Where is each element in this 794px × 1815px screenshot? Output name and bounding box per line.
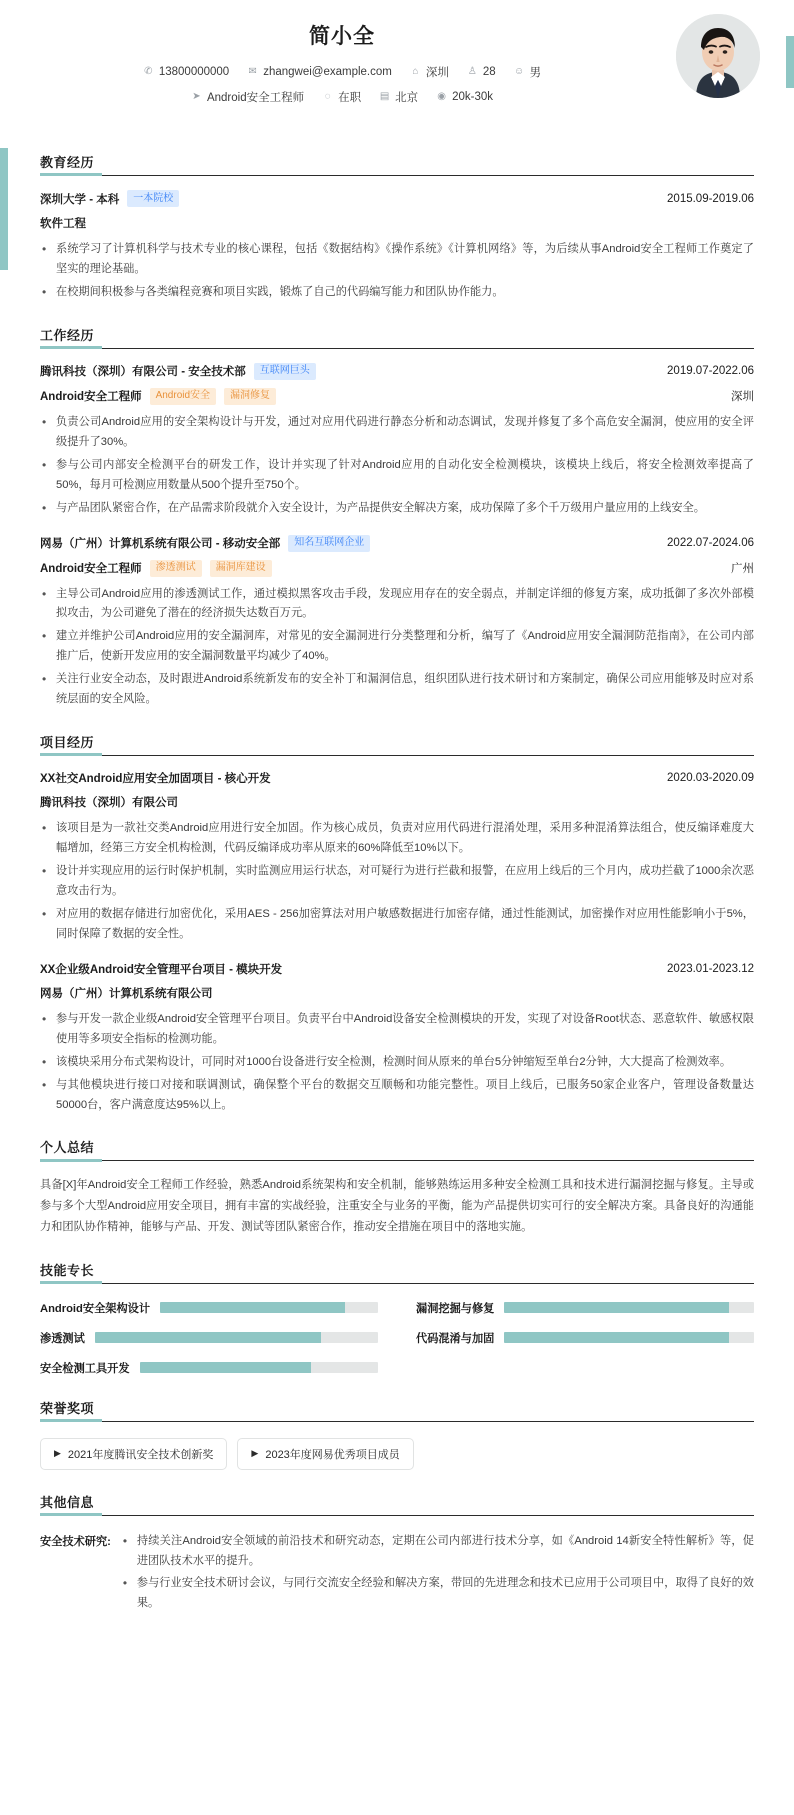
contact-item bbox=[514, 64, 542, 80]
contact-value: 20k-30k bbox=[452, 91, 494, 103]
bullet-item: • 负责公司Android应用的安全架构设计与开发，通过对应用代码进行静态分析和动态调试，发现并修复了多个高危安全漏洞，使应用的安全评级提升了30%。 bbox=[40, 413, 754, 453]
entry-tag: 漏洞库建设 bbox=[210, 560, 272, 577]
skill-label: 安全检测工具开发 bbox=[40, 1362, 130, 1375]
contact-value: Android安全工程师 bbox=[206, 92, 305, 104]
award-label: 2023年度网易优秀项目成员 bbox=[265, 1448, 400, 1461]
avatar bbox=[676, 14, 760, 98]
gender-icon: ☺ bbox=[514, 66, 525, 77]
entry bbox=[40, 961, 754, 1116]
section-skills bbox=[0, 1260, 794, 1376]
entry-date: 2023.01-2023.12 bbox=[667, 962, 754, 975]
entry-title-left bbox=[40, 190, 179, 207]
section-title: 技能专长 bbox=[40, 1262, 95, 1278]
entry-title-row bbox=[40, 190, 754, 207]
bullet-item: • 该项目是为一款社交类Android应用进行安全加固。作为核心成员，负责对应用代码进行混淆处理，采用多种混淆算法组合，使反编译难度大幅增加，经第三方安全机构检测，代码反编译成功率从原来的60%降低至10%以下。 bbox=[40, 819, 754, 859]
contact-value: 北京 bbox=[395, 92, 419, 104]
skill-label: 漏洞挖掘与修复 bbox=[416, 1302, 495, 1315]
skill-progress-fill bbox=[504, 1332, 729, 1343]
award-chip[interactable] bbox=[40, 1438, 227, 1470]
other-info-row bbox=[40, 1530, 754, 1618]
section-header bbox=[40, 1137, 754, 1161]
section-awards bbox=[0, 1398, 794, 1470]
section-other-info bbox=[0, 1492, 794, 1618]
bullet-item: • 系统学习了计算机科学与技术专业的核心课程，包括《数据结构》《操作系统》《计算机网络》等，为后续从事Android安全工程师工作奠定了坚实的理论基础。 bbox=[40, 240, 754, 280]
accent-bar-left bbox=[0, 148, 8, 270]
skill-item bbox=[40, 1300, 378, 1316]
entry-role: Android安全工程师 bbox=[40, 563, 142, 575]
contact-item bbox=[467, 66, 496, 78]
section-title: 其他信息 bbox=[40, 1494, 95, 1510]
other-info-bullets bbox=[121, 1532, 754, 1618]
job-title-icon: ➤ bbox=[192, 91, 201, 102]
contact-value: 28 bbox=[482, 66, 496, 78]
entry bbox=[40, 363, 754, 519]
section-header bbox=[40, 325, 754, 349]
skill-item bbox=[416, 1330, 754, 1346]
entry-location: 深圳 bbox=[731, 391, 754, 404]
award-label: 2021年度腾讯安全技术创新奖 bbox=[67, 1448, 214, 1461]
work-entry-list bbox=[40, 363, 754, 710]
skill-label: 代码混淆与加固 bbox=[416, 1332, 495, 1345]
entry-title-left bbox=[40, 961, 282, 977]
entry-date: 2022.07-2024.06 bbox=[667, 537, 754, 549]
skill-progress-fill bbox=[95, 1332, 322, 1343]
section-title: 个人总结 bbox=[40, 1140, 95, 1156]
entry-subline: 网易（广州）计算机系统有限公司 bbox=[40, 987, 213, 1000]
triangle-right-icon: ▶ bbox=[54, 1448, 61, 1459]
bullet-item: • 与产品团队紧密合作，在产品需求阶段就介入安全设计，为产品提供安全解决方案，成功保障了多个千万级用户量应用的上线安全。 bbox=[40, 499, 754, 519]
contact-item bbox=[436, 91, 493, 103]
contact-value: 在职 bbox=[338, 92, 362, 104]
entry-subline: 腾讯科技（深圳）有限公司 bbox=[40, 797, 178, 810]
avatar-photo-icon bbox=[676, 14, 760, 98]
bullet-item: • 持续关注Android安全领域的前沿技术和研究动态，定期在公司内部进行技术分享，如《Android 14新安全特性解析》等，促进团队技术水平的提升。 bbox=[121, 1532, 754, 1572]
entry bbox=[40, 770, 754, 945]
award-chip[interactable] bbox=[237, 1438, 413, 1470]
section-personal-summary bbox=[0, 1137, 794, 1237]
section-education bbox=[0, 152, 794, 303]
contact-value: 13800000000 bbox=[158, 66, 230, 78]
section-header bbox=[40, 1398, 754, 1422]
bullet-item: • 该模块采用分布式架构设计，可同时对1000台设备进行安全检测，检测时间从原来的单台5分钟缩短至单台2分钟，大大提高了检测效率。 bbox=[40, 1053, 754, 1073]
bullet-item: • 参与行业安全技术研讨会议，与同行交流安全经验和解决方案，带回的先进理念和技术已应用于公司项目中，取得了良好的效果。 bbox=[121, 1574, 754, 1614]
skill-progress-track bbox=[160, 1302, 378, 1313]
section-header bbox=[40, 152, 754, 176]
entry-title-row bbox=[40, 961, 754, 977]
entry-title-row bbox=[40, 535, 754, 552]
education-entry-list bbox=[40, 190, 754, 303]
section-title: 荣誉奖项 bbox=[40, 1400, 95, 1416]
entry-tag: Android安全 bbox=[150, 388, 216, 405]
section-title: 项目经历 bbox=[40, 735, 95, 751]
skill-label: Android安全架构设计 bbox=[40, 1302, 151, 1315]
skill-item bbox=[40, 1360, 378, 1376]
entry-title-row bbox=[40, 363, 754, 380]
email-icon: ✉ bbox=[248, 66, 257, 77]
section-header bbox=[40, 732, 754, 756]
summary-text: 具备[X]年Android安全工程师工作经验，熟悉Android系统架构和安全机制，能够熟练运用多种安全检测工具和技术进行漏洞挖掘与修复。主导或参与多个大型Android应用安全项目，拥有丰富的实战经验，注重安全与业务的平衡，能为产品提供切实可行的安全解决方案。具备良好的沟通能力和团队协作精神，能够与产品、开发、测试等团队紧密合作，推动安全措施在项目中的落地实施。 bbox=[40, 1179, 754, 1233]
section-title: 教育经历 bbox=[40, 155, 95, 170]
bullet-item: • 设计并实现应用的运行时保护机制，实时监测应用运行状态，对可疑行为进行拦截和报警，在应用上线后的三个月内，成功拦截了1000余次恶意攻击行为。 bbox=[40, 862, 754, 902]
section-work-experience bbox=[0, 325, 794, 710]
skill-item bbox=[416, 1300, 754, 1316]
contact-item bbox=[410, 64, 449, 80]
entry-role: Android安全工程师 bbox=[40, 391, 142, 404]
entry-role-left bbox=[40, 388, 276, 405]
skill-progress-track bbox=[140, 1362, 378, 1373]
other-info-label: 安全技术研究: bbox=[40, 1535, 111, 1548]
contact-value: 深圳 bbox=[425, 67, 449, 79]
entry-title-left bbox=[40, 770, 271, 786]
entry-title-left bbox=[40, 535, 370, 552]
entry-organization: XX企业级Android安全管理平台项目 - 模块开发 bbox=[40, 963, 283, 976]
salary-icon: ◉ bbox=[437, 91, 446, 102]
skill-item bbox=[40, 1330, 378, 1346]
page-title: 简小全 bbox=[309, 25, 375, 48]
age-icon: ♙ bbox=[467, 66, 477, 77]
skill-label: 渗透测试 bbox=[40, 1332, 85, 1345]
entry-organization: XX社交Android应用安全加固项目 - 核心开发 bbox=[40, 773, 271, 786]
entry-role-row bbox=[40, 560, 754, 577]
status-icon: ◌ bbox=[324, 91, 331, 102]
bullet-item: • 与其他模块进行接口对接和联调测试，确保整个平台的数据交互顺畅和功能完整性。项目上线后，已服务50家企业客户，管理设备数量达50000台，客户满意度达95%以上。 bbox=[40, 1076, 754, 1116]
project-entry-list bbox=[40, 770, 754, 1115]
entry-bullets bbox=[40, 413, 754, 519]
phone-icon: ✆ bbox=[144, 66, 153, 77]
entry-date: 2019.07-2022.06 bbox=[667, 365, 754, 378]
section-projects bbox=[0, 732, 794, 1115]
entry-bullets bbox=[40, 585, 754, 711]
skill-progress-track bbox=[504, 1332, 754, 1343]
contact-row-primary bbox=[40, 64, 754, 80]
bullet-item: • 在校期间积极参与各类编程竞赛和项目实践，锻炼了自己的代码编写能力和团队协作能力。 bbox=[40, 283, 754, 303]
entry-bullets bbox=[40, 240, 754, 303]
entry-bullets bbox=[40, 1010, 754, 1116]
entry-tag: 渗透测试 bbox=[150, 560, 202, 577]
entry-date: 2020.03-2020.09 bbox=[667, 772, 754, 785]
contact-item bbox=[191, 89, 304, 105]
bullet-item: • 对应用的数据存储进行加密优化，采用AES - 256加密算法对用户敏感数据进行加密存储，通过性能测试，加密操作对应用性能影响小于5%，同时保障了数据的安全性。 bbox=[40, 905, 754, 945]
skill-progress-fill bbox=[140, 1362, 312, 1373]
award-chip-list bbox=[40, 1436, 754, 1470]
entry-title-row bbox=[40, 770, 754, 786]
skill-progress-fill bbox=[504, 1302, 729, 1313]
entry-subline: 软件工程 bbox=[40, 218, 86, 230]
skill-progress-track bbox=[504, 1302, 754, 1313]
entry-role-left bbox=[40, 560, 272, 577]
contact-row-secondary bbox=[40, 89, 754, 105]
entry-role-row bbox=[40, 388, 754, 405]
section-header bbox=[40, 1260, 754, 1284]
entry-date: 2015.09-2019.06 bbox=[667, 192, 754, 205]
contact-item bbox=[247, 66, 392, 78]
contact-item bbox=[379, 89, 418, 105]
entry-bullets bbox=[40, 819, 754, 945]
entry-organization: 腾讯科技（深圳）有限公司 - 安全技术部 bbox=[40, 366, 246, 379]
entry-tag: 一本院校 bbox=[127, 190, 179, 207]
skill-progress-track bbox=[95, 1332, 378, 1343]
entry bbox=[40, 190, 754, 303]
entry-tag: 漏洞修复 bbox=[224, 388, 276, 405]
entry-location: 广州 bbox=[731, 563, 754, 575]
city-icon: ▤ bbox=[379, 91, 390, 102]
triangle-right-icon: ▶ bbox=[251, 1448, 259, 1459]
skill-grid bbox=[40, 1298, 754, 1376]
bullet-item: • 参与开发一款企业级Android安全管理平台项目。负责平台中Android设备安全检测模块的开发，实现了对设备Root状态、恶意软件、敏感权限使用等多项安全指标的检测功能。 bbox=[40, 1010, 754, 1050]
contact-item bbox=[143, 66, 229, 78]
bullet-item: • 建立并维护公司Android应用的安全漏洞库，对常见的安全漏洞进行分类整理和分析，编写了《Android应用安全漏洞防范指南》，在公司内部推广后，使新开发应用的安全漏洞数量平均减少了40%。 bbox=[40, 627, 754, 667]
contact-value: zhangwei@example.com bbox=[263, 66, 392, 78]
entry bbox=[40, 535, 754, 711]
skill-progress-fill bbox=[160, 1302, 345, 1313]
bullet-item: • 主导公司Android应用的渗透测试工作，通过模拟黑客攻击手段，发现应用存在的安全弱点，并制定详细的修复方案，成功抵御了多次外部模拟攻击，为公司避免了潜在的经济损失达数百万元。 bbox=[40, 585, 754, 625]
entry-organization: 网易（广州）计算机系统有限公司 - 移动安全部 bbox=[40, 538, 281, 550]
entry-organization: 深圳大学 - 本科 bbox=[40, 193, 120, 206]
resume-header bbox=[0, 0, 794, 130]
entry-title-left bbox=[40, 363, 316, 380]
bullet-item: • 关注行业安全动态，及时跟进Android系统新发布的安全补丁和漏洞信息，组织团队进行技术研讨和方案制定，确保公司应用能够及时应对系统层面的安全风险。 bbox=[40, 670, 754, 710]
section-title: 工作经历 bbox=[40, 327, 95, 343]
contact-value: 男 bbox=[529, 67, 542, 79]
location-icon: ⌂ bbox=[412, 66, 419, 77]
entry-tag: 知名互联网企业 bbox=[288, 535, 370, 552]
entry-tag: 互联网巨头 bbox=[254, 363, 316, 380]
bullet-item: • 参与公司内部安全检测平台的研发工作，设计并实现了针对Android应用的自动化安全检测模块，该模块上线后，将安全检测效率提高了50%，每月可检测应用数量从500个提升至750个。 bbox=[40, 456, 754, 496]
section-header bbox=[40, 1492, 754, 1516]
contact-item bbox=[322, 89, 361, 105]
